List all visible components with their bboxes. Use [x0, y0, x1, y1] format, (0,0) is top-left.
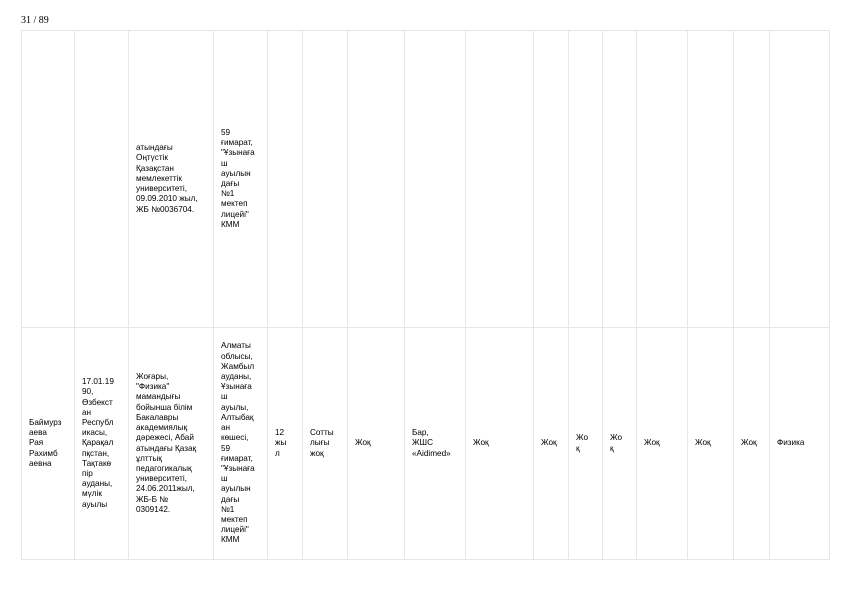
- table-cell: [770, 31, 830, 328]
- table-cell: [303, 31, 348, 328]
- table-cell: Жоқ: [348, 328, 405, 560]
- table-cell: [405, 31, 466, 328]
- table-cell: [569, 31, 603, 328]
- table-cell: [22, 31, 75, 328]
- table-cell: [268, 31, 303, 328]
- table-cell: [637, 31, 688, 328]
- table-cell: [734, 31, 770, 328]
- table-cell: Жо қ: [569, 328, 603, 560]
- table-cell: [75, 31, 129, 328]
- table-cell: Жоқ: [466, 328, 534, 560]
- table-cell: Жоғары, "Физика" мамандығы бойынша білім Бакалавры академиялық дәрежесі, Абай атындағы Қазақ ұлттық педагогикалық университеті, 24.06.2011жыл, ЖБ-Б № 0309142.: [129, 328, 214, 560]
- table-cell: [466, 31, 534, 328]
- table-cell: Жоқ: [637, 328, 688, 560]
- table-row: [22, 328, 830, 560]
- table-cell: Жоқ: [688, 328, 734, 560]
- table-cell: Физика: [770, 328, 830, 560]
- table-row: [22, 31, 830, 328]
- table-cell: Жо қ: [603, 328, 637, 560]
- page-number: 31 / 89: [21, 15, 49, 26]
- table-cell: Алматы облысы, Жамбыл ауданы, Ұзынаға ш ауылы, Алтыбақ ан көшесі, 59 ғимарат, "Ұзынаға ш ауылын дағы №1 мектеп лицейі" КММ: [214, 328, 268, 560]
- table-cell: Жоқ: [534, 328, 569, 560]
- table-cell: Баймурз аева Рая Рахимб аевна: [22, 328, 75, 560]
- table-cell: 17.01.19 90, Өзбекст ан Республ икасы, Қарақал пқстан, Тақтакө пір ауданы, мүлік ауылы: [75, 328, 129, 560]
- table-cell: 59 ғимарат, "Ұзынаға ш ауылын дағы №1 мектеп лицейі" КММ: [214, 31, 268, 328]
- table-cell: Сотты лығы жоқ: [303, 328, 348, 560]
- table-cell: Бар, ЖШС «Aidimed»: [405, 328, 466, 560]
- table-cell: атындағы Оңтүстік Қазақстан мемлекеттік университеті, 09.09.2010 жыл, ЖБ №0036704.: [129, 31, 214, 328]
- table-cell: 12 жы л: [268, 328, 303, 560]
- table-cell: [603, 31, 637, 328]
- table-cell: [534, 31, 569, 328]
- table-cell: [348, 31, 405, 328]
- table-cell: [688, 31, 734, 328]
- data-table: [21, 30, 830, 560]
- table-cell: Жоқ: [734, 328, 770, 560]
